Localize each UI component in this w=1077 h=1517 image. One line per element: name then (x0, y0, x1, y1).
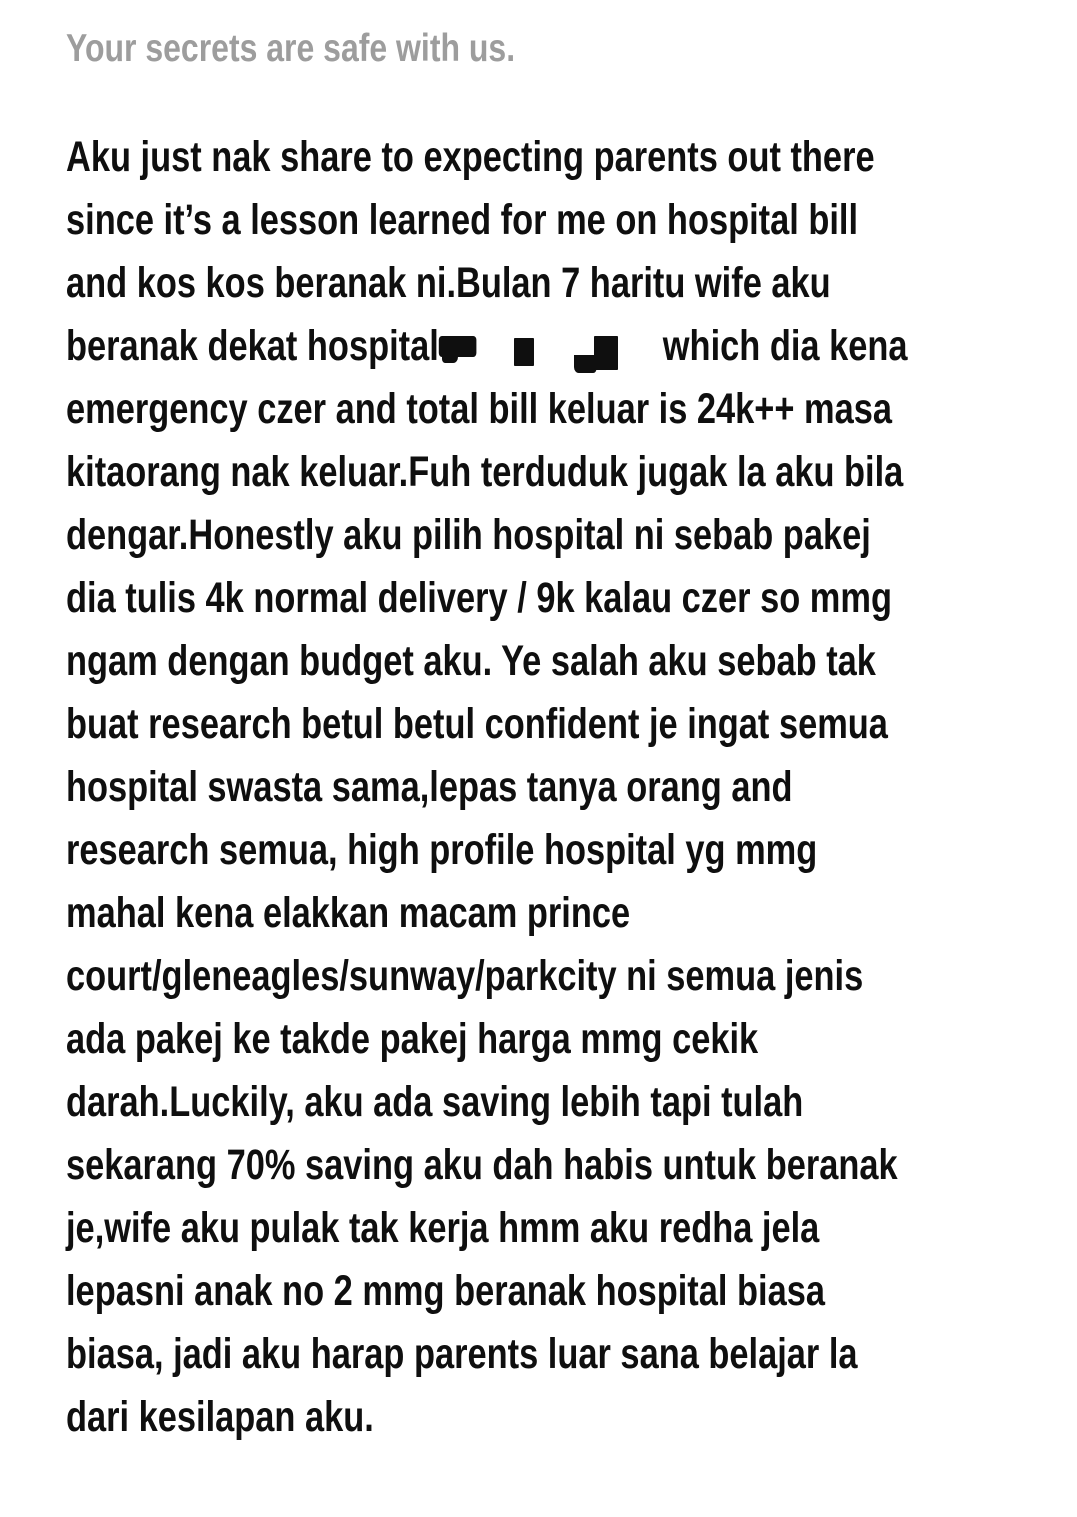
redacted-segment-before: beranak dekat hospital (66, 322, 439, 370)
text-line: hospital swasta sama,lepas tanya orang and (66, 763, 793, 811)
text-line: sekarang 70% saving aku dah habis untuk beranak (66, 1141, 898, 1189)
censor-box-1-tail (442, 353, 458, 363)
post-body-text (66, 126, 1077, 1449)
text-line: dari kesilapan aku. (66, 1393, 374, 1441)
text-line: buat research betul betul confident je ingat semua (66, 700, 888, 748)
text-line: Aku just nak share to expecting parents out there (66, 133, 875, 181)
redacted-segment-after: which dia kena (662, 322, 908, 370)
text-line: and kos kos beranak ni.Bulan 7 haritu wife aku (66, 259, 831, 307)
redaction-censor-boxes (439, 359, 663, 360)
text-line: kitaorang nak keluar.Fuh terduduk jugak la aku bila (66, 448, 904, 496)
text-line: dia tulis 4k normal delivery / 9k kalau czer so mmg (66, 574, 892, 622)
text-line-with-redaction (66, 315, 908, 378)
text-line: mahal kena elakkan macam prince (66, 889, 631, 937)
page-tagline: Your secrets are safe with us. (66, 27, 516, 70)
text-line: research semua, high profile hospital yg mmg (66, 826, 818, 874)
text-line: biasa, jadi aku harap parents luar sana belajar la (66, 1330, 858, 1378)
text-line: darah.Luckily, aku ada saving lebih tapi tulah (66, 1078, 804, 1126)
text-line: ngam dengan budget aku. Ye salah aku sebab tak (66, 637, 876, 685)
censor-box-3-upper (594, 336, 618, 370)
censor-box-2 (514, 338, 534, 366)
text-line: je,wife aku pulak tak kerja hmm aku redha jela (66, 1204, 820, 1252)
text-line: emergency czer and total bill keluar is 24k++ masa (66, 385, 893, 433)
text-line: dengar.Honestly aku pilih hospital ni sebab pakej (66, 511, 871, 559)
text-line: court/gleneagles/sunway/parkcity ni semua jenis (66, 952, 864, 1000)
text-line: lepasni anak no 2 mmg beranak hospital biasa (66, 1267, 825, 1315)
text-line: since it’s a lesson learned for me on hospital bill (66, 196, 859, 244)
text-line: ada pakej ke takde pakej harga mmg cekik (66, 1015, 759, 1063)
